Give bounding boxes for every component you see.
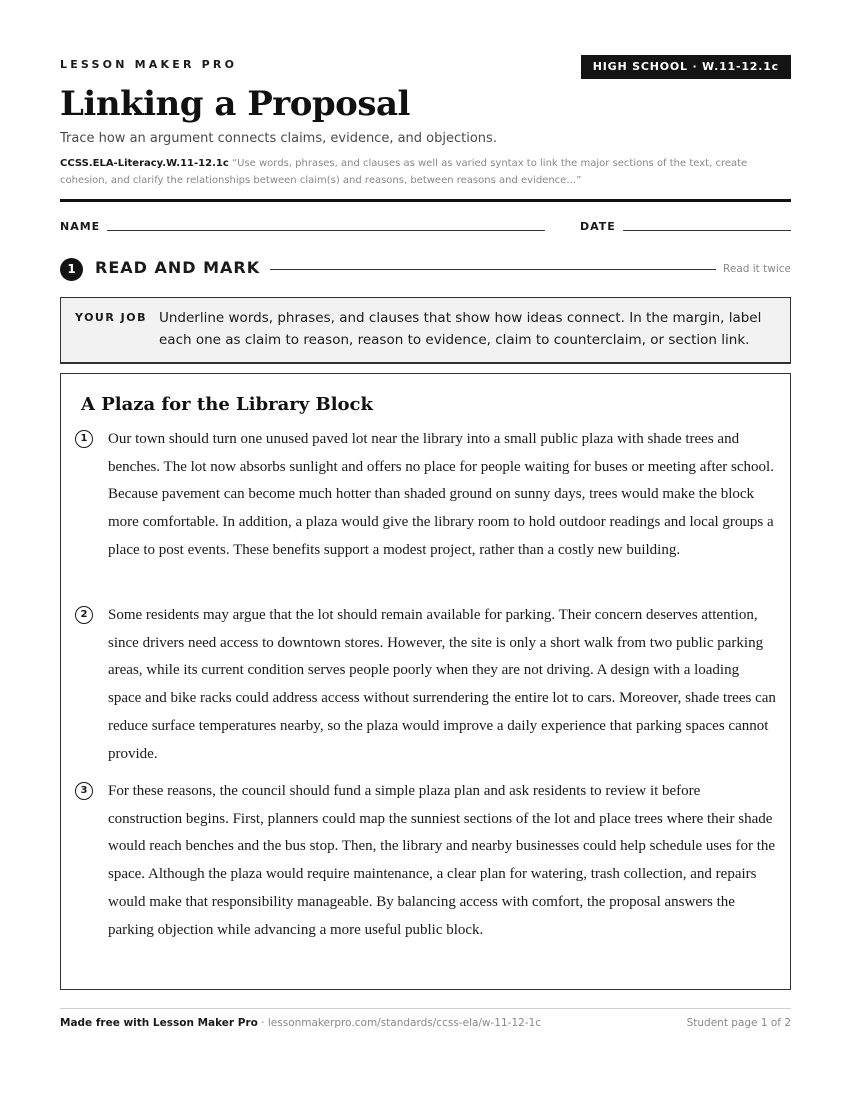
name-field[interactable]: [107, 230, 545, 231]
footer-made-with: Made free with Lesson Maker Pro: [60, 1017, 258, 1029]
grade-standard-badge: HIGH SCHOOL · W.11-12.1c: [581, 55, 791, 79]
footer-page-label: Student page 1 of 2: [686, 1017, 791, 1029]
date-field[interactable]: [623, 230, 791, 231]
page-title: Linking a Proposal: [60, 84, 410, 124]
passage-box: [60, 373, 791, 990]
section-number-badge: 1: [60, 258, 83, 281]
page-subtitle: Trace how an argument connects claims, evidence, and objections.: [60, 131, 497, 146]
your-job-instructions: Underline words, phrases, and clauses that show how ideas connect. In the margin, label each one as claim to reason, reason to evidence, claim to counterclaim, or section link.: [159, 310, 762, 348]
date-label: DATE: [580, 220, 616, 233]
paragraph-2: Some residents may argue that the lot should remain available for parking. Their concern deserves attention, since drivers need access to downtown stores. However, the site is only a short walk from two public parking areas, while its current condition serves people poorly when they are not driving. A design with a loading space and bike racks could address access without surrendering the entire lot to cars. Moreover, shade trees can reduce surface temperatures nearby, so the plaza would improve a daily experience that parking spaces cannot provide.: [108, 607, 776, 762]
section-divider: [270, 269, 716, 270]
footer-divider: [60, 1008, 791, 1009]
paragraph-number-1: 1: [75, 430, 93, 448]
paragraph-3: For these reasons, the council should fund a simple plaza plan and ask residents to review it before construction begins. First, planners could map the sunniest sections of the lot and place trees where their shade would reach benches and the bus stop. Then, the library and nearby businesses could help schedule uses for the space. Although the plaza would require maintenance, a clear plan for watering, trash collection, and repairs would make that responsibility manageable. By balancing access with comfort, the proposal answers the parking objection while advancing a more useful public block.: [108, 783, 776, 938]
paragraph-number-3: 3: [75, 782, 93, 800]
header-divider: [60, 199, 791, 202]
footer-credit: [60, 1017, 541, 1029]
name-label: NAME: [60, 220, 101, 233]
your-job-box: [60, 297, 791, 364]
passage-title: A Plaza for the Library Block: [81, 394, 373, 415]
standard-description: [60, 155, 791, 189]
paragraph-number-2: 2: [75, 606, 93, 624]
your-job-label: YOUR JOB: [75, 311, 147, 324]
paragraph-1: Our town should turn one unused paved lot near the library into a small public plaza with shade trees and benches. The lot now absorbs sunlight and offers no place for people waiting for buses or meeting after school. Because pavement can become much hotter than shaded ground on sunny days, trees would make the block more comfortable. In addition, a plaza would give the library room to hold outdoor readings and local groups a place to post events. These benefits support a modest project, rather than a costly new building.: [108, 431, 774, 558]
footer-separator: ·: [257, 1017, 268, 1029]
brand-name: LESSON MAKER PRO: [60, 58, 238, 71]
section-title: READ AND MARK: [95, 258, 261, 277]
footer-url-link[interactable]: lessonmakerpro.com/standards/ccss-ela/w-11-12-1c: [267, 1017, 542, 1029]
standard-quote: “Use words, phrases, and clauses as well as varied syntax to link the major sections of the text, create cohesion, and clarify the relationships between claim(s) and reasons, between reasons and evidence…”: [60, 158, 748, 186]
standard-code: CCSS.ELA-Literacy.W.11-12.1c: [60, 158, 229, 169]
section-hint: Read it twice: [723, 263, 791, 275]
